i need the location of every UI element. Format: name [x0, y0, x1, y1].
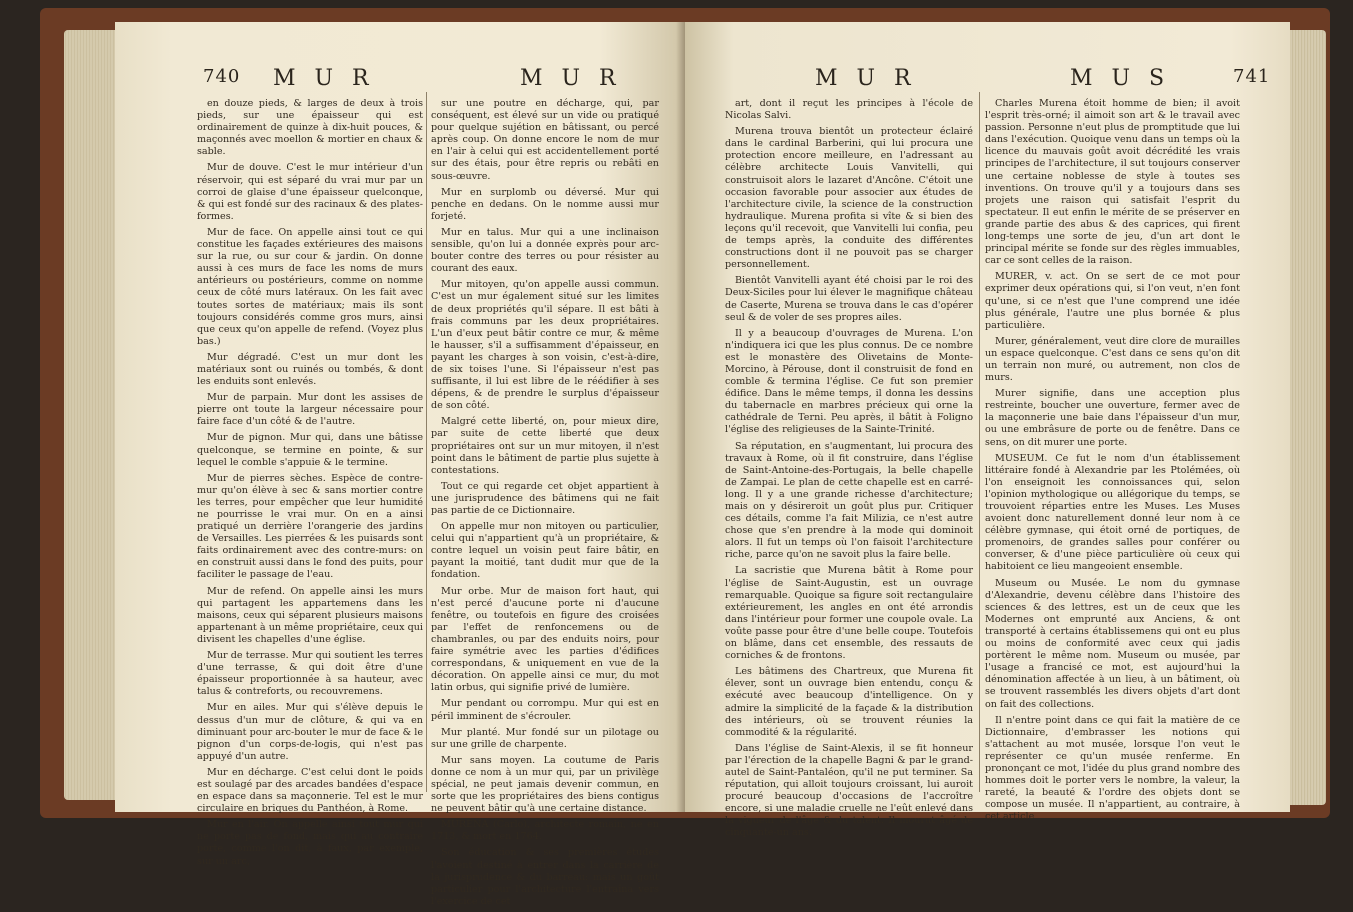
paragraph: Mur en talus. Mur qui a une inclinaison sensible, qu'on lui a donnée exprès pour arc-bouter contre des terres ou pour résister au courant des eaux. — [431, 226, 659, 275]
left-column-1 — [197, 98, 423, 872]
paragraph: Sa réputation, en s'augmentant, lui procura des travaux à Rome, où il fit construire, dans l'église de Saint-Antoine-des-Portugais, la belle chapelle de Zampai. Le plan de cette chapelle est en carré-long. Il y a une grande richesse d'architecture; mais on y désireroit un goût plus pur. Critiquer ces détails, comme l'a fait Milizia, ce n'est autre chose que s'en prendre à la mode qui dominoit alors. Il fut un temps où l'on faisoit l'architecture riche, parce qu'on ne savoit plus la faire belle. — [725, 440, 973, 561]
right-column-1 — [725, 98, 973, 844]
paragraph: Mur de face. On appelle ainsi tout ce qui constitue les façades extérieures des maisons sur la rue, ou sur cour & jardin. On donne aussi à ces murs de face les noms de murs antérieurs ou postérieurs, comme on nomme ceux de côté murs latéraux. On les fait avec toutes sortes de matériaux; mais ils sont toujours considérés comme gros murs, ainsi que ceux qu'on appelle de refend. (Voyez plus bas.) — [197, 226, 423, 347]
paragraph: Mur planté. Mur fondé sur un pilotage ou sur une grille de charpente. — [431, 726, 659, 750]
paragraph: sur une poutre en décharge, qui, par conséquent, est élevé sur un vide ou pratiqué pour quelque sujétion en bâtissant, ou percé après coup. On donne encore le nom de mur en l'air à celui qui est accidentellement porté sur des étais, pour être repris ou rebâti en sous-œuvre. — [431, 98, 659, 182]
paragraph: Bientôt Vanvitelli ayant été choisi par le roi des Deux-Siciles pour lui élever le magnifique château de Caserte, Murena se trouva dans le cas d'opérer seul & de voler de ses propres ailes. — [725, 275, 973, 323]
column-rule — [979, 92, 980, 792]
right-column-2 — [985, 98, 1240, 827]
paragraph: Mur de pierres sèches. Espèce de contre-mur qu'on élève à sec & sans mortier contre les terres, pour empêcher que leur humidité ne pourrisse le vrai mur. On en a ainsi pratiqué un derrière l'orangerie des jardins de Versailles. Les pierrées & les puisards sont faits ordinairement avec des contre-murs: on en construit aussi dans le fond des puits, pour faciliter le passage de l'eau. — [197, 472, 423, 581]
paragraph: Mur de pignon. Mur qui, dans une bâtisse quelconque, se termine en pointe, & sur lequel le comble s'appuie & le termine. — [197, 432, 423, 468]
paragraph: Mur de parpain. Mur dont les assises de pierre ont toute la largeur nécessaire pour faire face d'un côté & de l'autre. — [197, 392, 423, 428]
paragraph: Dans l'église de Saint-Alexis, il se fit honneur par l'érection de la chapelle Bagni & par le grand-autel de Saint-Pantaléon, qu'il ne put terminer. Sa réputation, qui alloit toujours croissant, lui auroit procuré beaucoup d'occasions de l'accroître encore, si une maladie cruelle ne l'eût enlevé dans la vigueur de l'âge & du talent. Il mourut âgé de cinquante-un ans. — [725, 742, 973, 839]
paragraph: Tout ce qui regarde cet objet appartient à une jurisprudence des bâtimens qui ne fait pas partie de ce Dictionnaire. — [431, 480, 659, 516]
right-running-head-2: M U S — [1070, 66, 1171, 91]
paragraph: Mur de refend. On appelle ainsi les murs qui partagent les appartemens dans les maisons, ceux qui séparent plusieurs maisons appartenant à un même propriétaire, ceux qui divisent les chapelles d'une église. — [197, 585, 423, 645]
paragraph: Murena trouva bientôt un protecteur éclairé dans le cardinal Barberini, qui lui procura une protection encore meilleure, en l'adressant au célèbre architecte Louis Vanvitelli, qui construisoit alors le lazaret d'Ancône. C'étoit une occasion favorable pour associer aux études de l'architecture civile, la science de la construction hydraulique. Murena profita si vîte & si bien des leçons qu'il recevoit, que Vanvitelli lui confia, peu de temps après, la conduite des différentes constructions dont il ne pouvoit pas se charger personnellement. — [725, 126, 973, 271]
paragraph: Mur dégradé. C'est un mur dont les matériaux sont ou ruinés ou tombés, & dont les enduits sont enlevés. — [197, 351, 423, 388]
column-rule — [426, 92, 427, 792]
paragraph: Mur en ailes. Mur qui s'élève depuis le dessus d'un mur de clôture, & qui va en diminuant pour arc-bouter le mur de face & le pignon d'un corps-de-logis, qui n'est pas appuyé d'un autre. — [197, 702, 423, 762]
paragraph: Il y a beaucoup d'ouvrages de Murena. L'on n'indiquera ici que les plus connus. De ce nombre est le monastère des Olivetains de Monte-Morcino, à Pérouse, dont il construisit de fond en comble & termina l'église. Ce fut son premier édifice. Dans le même temps, il donna les dessins du tabernacle en marbres précieux qui orne la cathédrale de Terni. Peu après, il bâtit à Foligno l'église des religieuses de la Sainte-Trinité. — [725, 327, 973, 436]
paragraph: Son éducation & ses premières études l'avoient destiné à entrer dans la carrière de la jurisprudence & du barreau: mais un goût particulier pour l'architecture l'entraîna vers l'exercice de cet — [431, 847, 659, 907]
paragraph: Mur en surplomb ou déversé. Mur qui penche en dedans. On le nomme aussi mur forjeté. — [431, 186, 659, 222]
paragraph: Mur sans moyen. La coutume de Paris donne ce nom à un mur qui, par un privilège spécial, ne peut jamais devenir commun, en sorte que les propriétaires des biens contigus ne peuvent bâtir qu'à une certaine distance. — [431, 754, 659, 815]
paragraph: Mur pendant ou corrompu. Mur qui est en péril imminent de s'écrouler. — [431, 698, 659, 722]
paragraph: Les bâtimens des Chartreux, que Murena fit élever, sont un ouvrage bien entendu, conçu & exécuté avec beaucoup d'intelligence. On y admire la simplicité de la façade & la distribution des intérieurs, où se trouvent réunies la commodité & la régularité. — [725, 666, 973, 738]
left-page — [115, 22, 685, 907]
paragraph: en douze pieds, & larges de deux à trois pieds, sur une épaisseur qui est ordinairement de quinze à dix-huit pouces, & maçonnés avec moellon & mortier en chaux & sable. — [197, 98, 423, 158]
paragraph: MURER, v. act. On se sert de ce mot pour exprimer deux opérations qui, si l'on veut, n'en font qu'une, si ce n'est que l'une comprend une idée plus générale, l'autre une plus bornée & plus particulière. — [985, 271, 1240, 331]
paragraph: Mur orbe. Mur de maison fort haut, qui n'est percé d'aucune porte ni d'aucune fenêtre, ou toutefois en figure des croisées par l'effet de renfoncemens ou de chambranles, ou par des enduits noirs, pour faire symétrie avec les parties d'édifices correspondans, & uniquement en vue de la décoration. On appelle ainsi ce mur, du mot latin orbus, qui signifie privé de lumière. — [431, 585, 659, 694]
right-running-head-1: M U R — [815, 66, 917, 91]
paragraph: Mur en décharge. C'est celui dont le poids est soulagé par des arcades bandées d'espace en espace dans sa maçonnerie. Tel est le mur circulaire en briques du Panthéon, à Rome. — [197, 766, 423, 815]
paragraph: Museum ou Musée. Le nom du gymnase d'Alexandrie, devenu célèbre dans l'histoire des sciences & des lettres, est un de ceux que les Modernes ont emprunté aux Anciens, & ont transporté à certains établissemens qui ont eu plus ou moins de conformité avec ceux qui jadis portèrent le même nom. Museum ou musée, par l'usage a francisé ce mot, est aujourd'hui la dénomination affectée à un lieu, à un bâtiment, où se trouvent rassemblés les divers objets d'art dont on fait des collections. — [985, 577, 1240, 710]
paragraph: Malgré cette liberté, on, pour mieux dire, par suite de cette liberté que deux propriétaires ont sur un mur mitoyen, il n'est point dans le bâtiment de partie plus sujette à contestations. — [431, 416, 659, 476]
right-page-number: 741 — [1233, 66, 1271, 87]
paragraph: MUSEUM. Ce fut le nom d'un établissement littéraire fondé à Alexandrie par les Ptolémées, où l'on enseignoit les connoissances qui, selon l'opinion mythologique ou allégorique du temps, se trouvoient réparties entre les Muses. Les Muses avoient donc naturellement donné leur nom à ce célèbre gymnase, qui étoit orné de portiques, de promenoirs, de grandes salles pour conférer ou converser, & d'une pièce particulière où ceux qui habitoient ce lieu mangeoient ensemble. — [985, 452, 1240, 573]
left-page-number: 740 — [203, 66, 241, 87]
paragraph: Il n'entre point dans ce qui fait la matière de ce Dictionnaire, d'embrasser les notions qui s'attachent au mot musée, lorsque l'on veut le représenter ce qu'un musée renferme. En prononçant ce mot, l'idée du plus grand nombre des hommes doit le porter vers le nombre, la valeur, la rareté, la beauté & l'ordre des objets dont se compose un musée. Il n'appartient, au contraire, à cet article — [985, 714, 1240, 823]
paragraph: MURENA (Carlo), architecte romain, né en 1713, & mort en 1764. — [431, 819, 659, 843]
left-running-head-1: M U R — [273, 66, 375, 91]
paragraph: Charles Murena étoit homme de bien; il avoit l'esprit très-orné; il aimoit son art & le travail avec passion. Personne n'eut plus de promptitude que lui dans l'exécution. Quoique venu dans un temps où la licence du mauvais goût avoit décrédité les vrais principes de l'architecture, il sut toujours conserver une certaine noblesse de style à toutes ses inventions. On trouve qu'il y a toujours dans ses projets une raison qui satisfait l'esprit du spectateur. Il eut enfin le mérite de se préserver en grande partie des abus & des caprices, qui firent long-temps une sorte de jeu, d'un art dont le principal mérite se fonde sur des règles immuables, car ce sont celles de la raison. — [985, 98, 1240, 267]
right-page — [685, 22, 1290, 839]
paragraph: Murer signifie, dans une acception plus restreinte, boucher une ouverture, fermer avec de la maçonnerie une baie dans l'épaisseur d'un mur, ou une embrâsure de porte ou de fenêtre. Dans ce sens, on dit murer une porte. — [985, 388, 1240, 448]
page-edges-left — [64, 30, 116, 800]
paragraph: On appelle mur non mitoyen ou particulier, celui qui n'appartient qu'à un propriétaire, & contre lequel un voisin peut faire bâtir, en payant la moitié, tant dudit mur que de la fondation. — [431, 521, 659, 581]
page-edges-right — [1288, 30, 1326, 805]
left-column-2 — [431, 98, 659, 912]
paragraph: art, dont il reçut les principes à l'école de Nicolas Salvi. — [725, 98, 973, 122]
paragraph: Mur mitoyen, qu'on appelle aussi commun. C'est un mur également situé sur les limites de deux propriétés qu'il sépare. Il est bâti à frais communs par les deux propriétaires. L'un d'eux peut bâtir contre ce mur, & même le hausser, s'il a suffisamment d'épaisseur, en payant les charges à son voisin, c'est-à-dire, de six toises l'une. Si l'épaisseur n'est pas suffisante, il lui est libre de le réédifier à ses dépens, & de prendre le surplus d'épaisseur de son côté. — [431, 279, 659, 412]
paragraph: La sacristie que Murena bâtit à Rome pour l'église de Saint-Augustin, est un ouvrage remarquable. Quoique sa figure soit rectangulaire extérieurement, les angles en ont été arrondis dans l'intérieur pour former une coupole ovale. La voûte passe pour être d'une belle coupe. Toutefois on blâme, dans cet ensemble, des ressauts de corniches & de frontons. — [725, 565, 973, 662]
left-running-head-2: M U R — [520, 66, 622, 91]
paragraph: Mur de douve. C'est le mur intérieur d'un réservoir, qui est séparé du vrai mur par un corroi de glaise d'une épaisseur quelconque, & qui est fondé sur des racinaux & des plates-formes. — [197, 162, 423, 222]
paragraph: Mur de terrasse. Mur qui soutient les terres d'une terrasse, & qui doit être d'une épaisseur proportionnée à sa hauteur, avec talus & contreforts, ou recouvremens. — [197, 650, 423, 698]
paragraph: Mur en l'air. On appelle ainsi tout mur qui ne porte pas de fond, mais qui au contraire porte, comme l'on dit, à faux, par exemple, sur un arc, — [197, 819, 423, 867]
paragraph: Murer, généralement, veut dire clore de murailles un espace quelconque. C'est dans ce sens qu'on dit un terrain non muré, ou autrement, non clos de murs. — [985, 335, 1240, 384]
